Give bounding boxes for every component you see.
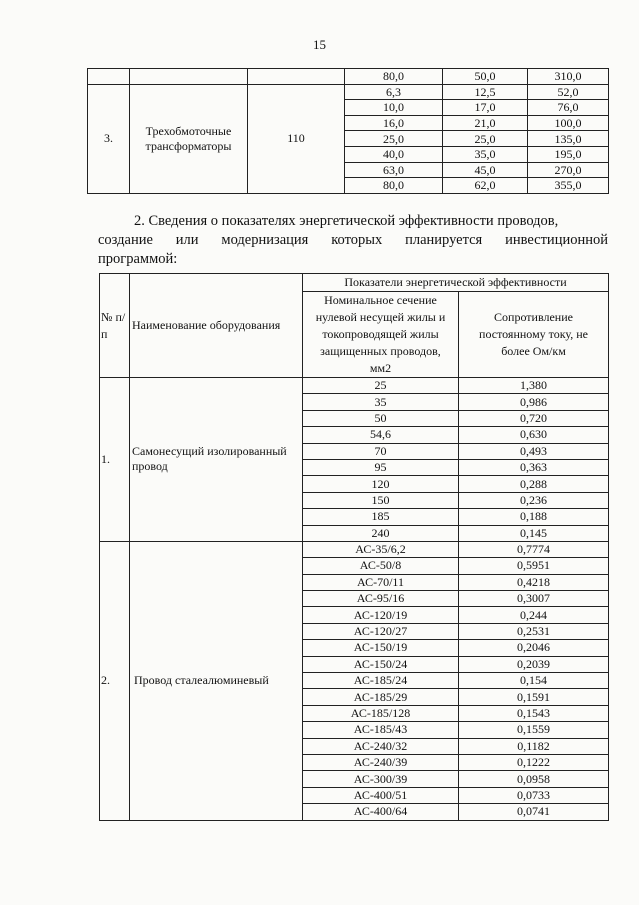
header-name: Наименование оборудования <box>130 274 303 378</box>
section-cell: АС-240/39 <box>303 754 459 770</box>
table-cell: 21,0 <box>443 115 528 131</box>
section-cell: АС-185/24 <box>303 673 459 689</box>
table-cell: 100,0 <box>528 115 609 131</box>
paragraph-line-3: программой: <box>98 251 178 267</box>
page-number: 15 <box>313 37 326 52</box>
paragraph-word: модернизация <box>221 232 309 248</box>
resistance-cell: 0,0958 <box>459 771 609 787</box>
section-cell: 54,6 <box>303 427 459 443</box>
paragraph-line-2 <box>98 231 608 250</box>
paragraph-word: создание <box>98 232 153 248</box>
table-cell: 25,0 <box>345 131 443 147</box>
header-section: Номинальное сечение нулевой несущей жилы и токопроводящей жилы защищенных проводов, мм2 <box>303 292 459 378</box>
resistance-cell: 0,1543 <box>459 705 609 721</box>
section-cell: АС-120/19 <box>303 607 459 623</box>
section-cell: АС-50/8 <box>303 558 459 574</box>
resistance-cell: 0,0733 <box>459 787 609 803</box>
table-cell: 45,0 <box>443 162 528 178</box>
table-cell: 10,0 <box>345 100 443 116</box>
table-cell: 76,0 <box>528 100 609 116</box>
resistance-cell: 0,2046 <box>459 640 609 656</box>
table-row <box>100 541 609 557</box>
section-cell: АС-95/16 <box>303 591 459 607</box>
section-cell: АС-185/43 <box>303 722 459 738</box>
resistance-cell: 1,380 <box>459 378 609 394</box>
resistance-cell: 0,630 <box>459 427 609 443</box>
table-cell: 135,0 <box>528 131 609 147</box>
table-cell: 195,0 <box>528 146 609 162</box>
section-cell: 70 <box>303 443 459 459</box>
section-cell: АС-150/19 <box>303 640 459 656</box>
resistance-cell: 0,0741 <box>459 804 609 820</box>
section-cell: АС-35/6,2 <box>303 541 459 557</box>
table-cell: 16,0 <box>345 115 443 131</box>
resistance-cell: 0,244 <box>459 607 609 623</box>
cell-empty <box>248 69 345 85</box>
resistance-cell: 0,363 <box>459 459 609 475</box>
header-num: № п/п <box>100 274 130 378</box>
group-voltage: 110 <box>248 84 345 193</box>
cell-empty <box>130 69 248 85</box>
resistance-cell: 0,145 <box>459 525 609 541</box>
table-cell: 17,0 <box>443 100 528 116</box>
resistance-cell: 0,7774 <box>459 541 609 557</box>
table-cell: 50,0 <box>443 69 528 85</box>
paragraph-word: инвестиционной <box>505 232 608 248</box>
resistance-cell: 0,1559 <box>459 722 609 738</box>
table-row <box>88 84 609 100</box>
table-cell: 35,0 <box>443 146 528 162</box>
cell-empty <box>88 69 130 85</box>
table-cell: 62,0 <box>443 178 528 194</box>
section-cell: 150 <box>303 492 459 508</box>
wire-efficiency-table <box>99 273 609 821</box>
section-cell: АС-185/29 <box>303 689 459 705</box>
section-cell: АС-185/128 <box>303 705 459 721</box>
paragraph-line-1: 2. Сведения о показателях энергетической эффективности проводов, <box>134 213 559 229</box>
table-row <box>100 378 609 394</box>
table-cell: 355,0 <box>528 178 609 194</box>
resistance-cell: 0,2531 <box>459 623 609 639</box>
section-cell: АС-400/64 <box>303 804 459 820</box>
resistance-cell: 0,154 <box>459 673 609 689</box>
section-paragraph <box>98 212 608 269</box>
resistance-cell: 0,5951 <box>459 558 609 574</box>
table-cell: 80,0 <box>345 178 443 194</box>
resistance-cell: 0,288 <box>459 476 609 492</box>
paragraph-word: которых <box>331 232 383 248</box>
resistance-cell: 0,1222 <box>459 754 609 770</box>
resistance-cell: 0,1591 <box>459 689 609 705</box>
section-cell: АС-240/32 <box>303 738 459 754</box>
table-cell: 63,0 <box>345 162 443 178</box>
section-cell: 120 <box>303 476 459 492</box>
section-cell: 25 <box>303 378 459 394</box>
resistance-cell: 0,1182 <box>459 738 609 754</box>
table-cell: 310,0 <box>528 69 609 85</box>
transformer-table <box>87 68 609 194</box>
table-cell: 6,3 <box>345 84 443 100</box>
resistance-cell: 0,493 <box>459 443 609 459</box>
group-number: 3. <box>88 84 130 193</box>
table-cell: 40,0 <box>345 146 443 162</box>
section-cell: АС-150/24 <box>303 656 459 672</box>
header-resistance: Сопротивление постоянному току, не более Ом/км <box>459 292 609 378</box>
group-number: 1. <box>100 378 130 542</box>
section-cell: АС-70/11 <box>303 574 459 590</box>
resistance-cell: 0,986 <box>459 394 609 410</box>
paragraph-word: планируется <box>405 232 483 248</box>
section-cell: 35 <box>303 394 459 410</box>
resistance-cell: 0,236 <box>459 492 609 508</box>
section-cell: АС-400/51 <box>303 787 459 803</box>
section-cell: АС-300/39 <box>303 771 459 787</box>
table-cell: 25,0 <box>443 131 528 147</box>
resistance-cell: 0,720 <box>459 410 609 426</box>
table-cell: 80,0 <box>345 69 443 85</box>
table-cell: 52,0 <box>528 84 609 100</box>
section-cell: 95 <box>303 459 459 475</box>
section-cell: 50 <box>303 410 459 426</box>
group-number: 2. <box>100 541 130 820</box>
resistance-cell: 0,3007 <box>459 591 609 607</box>
resistance-cell: 0,4218 <box>459 574 609 590</box>
table-cell: 270,0 <box>528 162 609 178</box>
group-name: Провод сталеалюминевый <box>130 541 303 820</box>
section-cell: АС-120/27 <box>303 623 459 639</box>
group-name: Самонесущий изолированный провод <box>130 378 303 542</box>
paragraph-word: или <box>175 232 199 248</box>
resistance-cell: 0,2039 <box>459 656 609 672</box>
group-name: Трехобмоточные трансформаторы <box>130 84 248 193</box>
section-cell: 240 <box>303 525 459 541</box>
section-cell: 185 <box>303 509 459 525</box>
table-row <box>88 69 609 85</box>
table-cell: 12,5 <box>443 84 528 100</box>
header-indicators: Показатели энергетической эффективности <box>303 274 609 292</box>
resistance-cell: 0,188 <box>459 509 609 525</box>
